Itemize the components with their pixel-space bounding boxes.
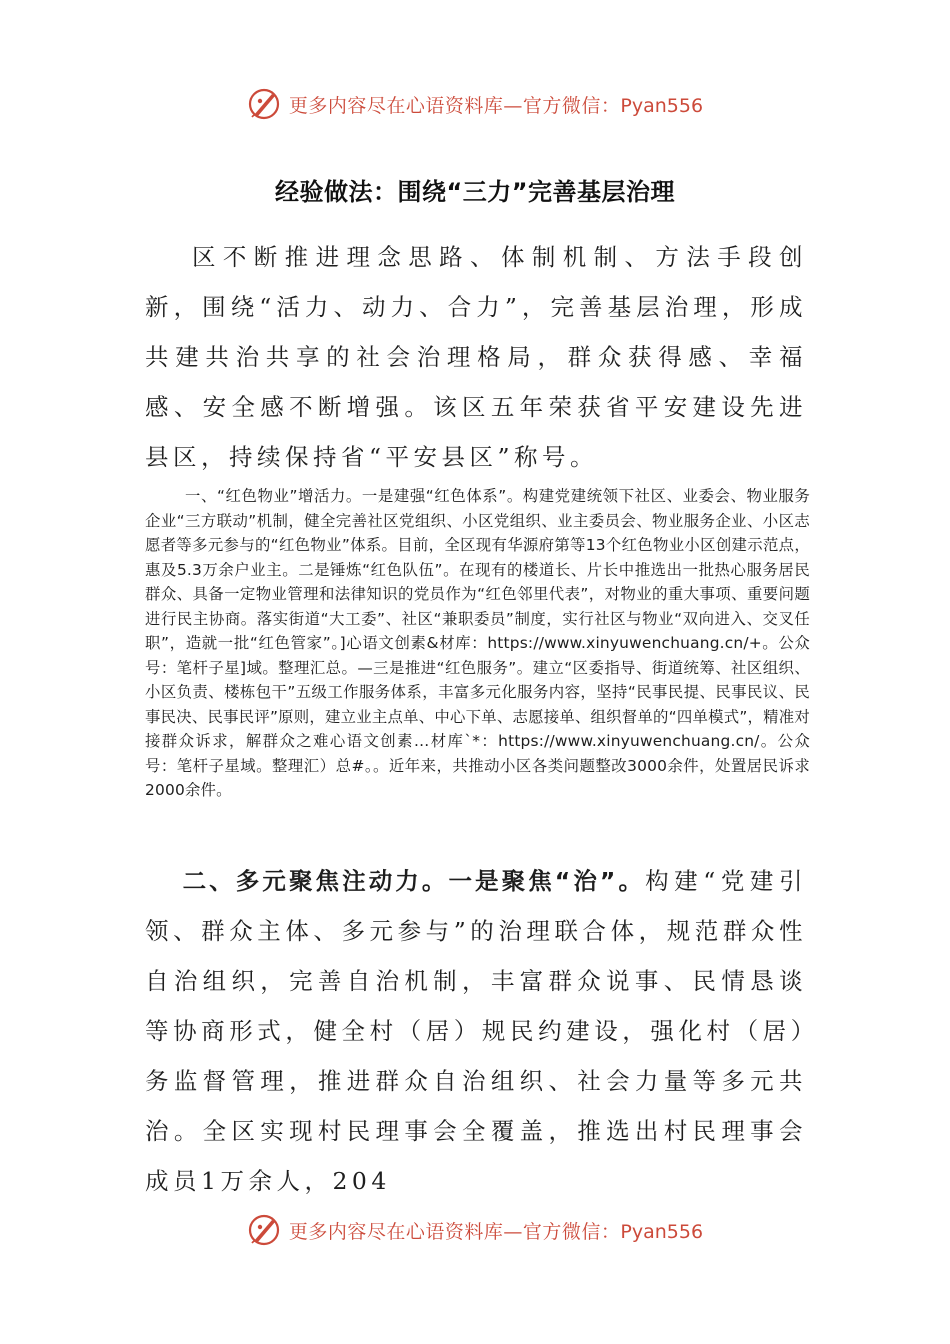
quill-seal-logo-icon [247,1213,281,1247]
section-2-body: 构建“党建引领、群众主体、多元参与”的治理联合体，规范群众性自治组织，完善自治机制，丰富群众说事、民情恳谈等协商形式，健全村（居）规民约建设，强化村（居）务监督管理，推进群众自治组织、社会力量等多元共治。全区实现村民理事会全覆盖，推选出村民理事会成员1万余人，204 [145,867,808,1195]
quill-seal-logo-icon [247,87,281,121]
banner-wechat-id: Pyan556 [620,94,704,117]
section-1-paragraph [145,484,810,803]
banner-text: 更多内容尽在心语资料库—官方微信： [288,94,621,117]
document-title: 经验做法：围绕“三力”完善基层治理 [274,178,676,206]
section-1-text: 一、“红色物业”增活力。一是建强“红色体系”。构建党建统领下社区、业委会、物业服务企业“三方联动”机制，健全完善社区党组织、小区党组织、业主委员会、物业服务企业、小区志愿者等多元参与的“红色物业”体系。目前，全区现有华源府第等13个红色物业小区创建示范点，惠及5.3万余户业主。二是锤炼“红色队伍”。在现有的楼道长、片长中推选出一批热心服务居民群众、具备一定物业管理和法律知识的党员作为“红色邻里代表”，对物业的重大事项、重要问题进行民主协商。落实街道“大工委”、社区“兼职委员”制度，实行社区与物业“双向进入、交叉任职”，造就一批“红色管家”。]心语文创素&材库：https://www.xinyuwenchuang.cn/+。公众号：笔杆子星]域。整理汇总。—三是推进“红色服务”。建立“区委指导、街道统筹、社区组织、小区负责、楼栋包干”五级工作服务体系，丰富多元化服务内容，坚持“民事民提、民事民议、民事民决、民事民评”原则，建立业主点单、中心下单、志愿接单、组织督单的“四单模式”，精准对接群众诉求，解群众之难心语文创素…材库`*：https://www.xinyuwenchuang.cn/。公众号：笔杆子星域。整理汇）总#。。近年来，共推动小区各类问题整改3000余件，处置居民诉求2000余件。 [145,487,810,799]
footer-watermark-banner [0,1208,950,1252]
section-2-paragraph [145,856,807,1206]
header-watermark-banner [0,82,950,126]
banner-wechat-id: Pyan556 [620,1220,704,1243]
section-2-heading: 二、多元聚焦注动力。一是聚焦“治”。 [182,867,646,895]
intro-paragraph: 区不断推进理念思路、体制机制、方法手段创新，围绕“活力、动力、合力”，完善基层治理，形成共建共治共享的社会治理格局，群众获得感、幸福感、安全感不断增强。该区五年荣获省平安建设先进县区，持续保持省“平安县区”称号。 [145,243,807,471]
banner-text: 更多内容尽在心语资料库—官方微信： [288,1220,621,1243]
